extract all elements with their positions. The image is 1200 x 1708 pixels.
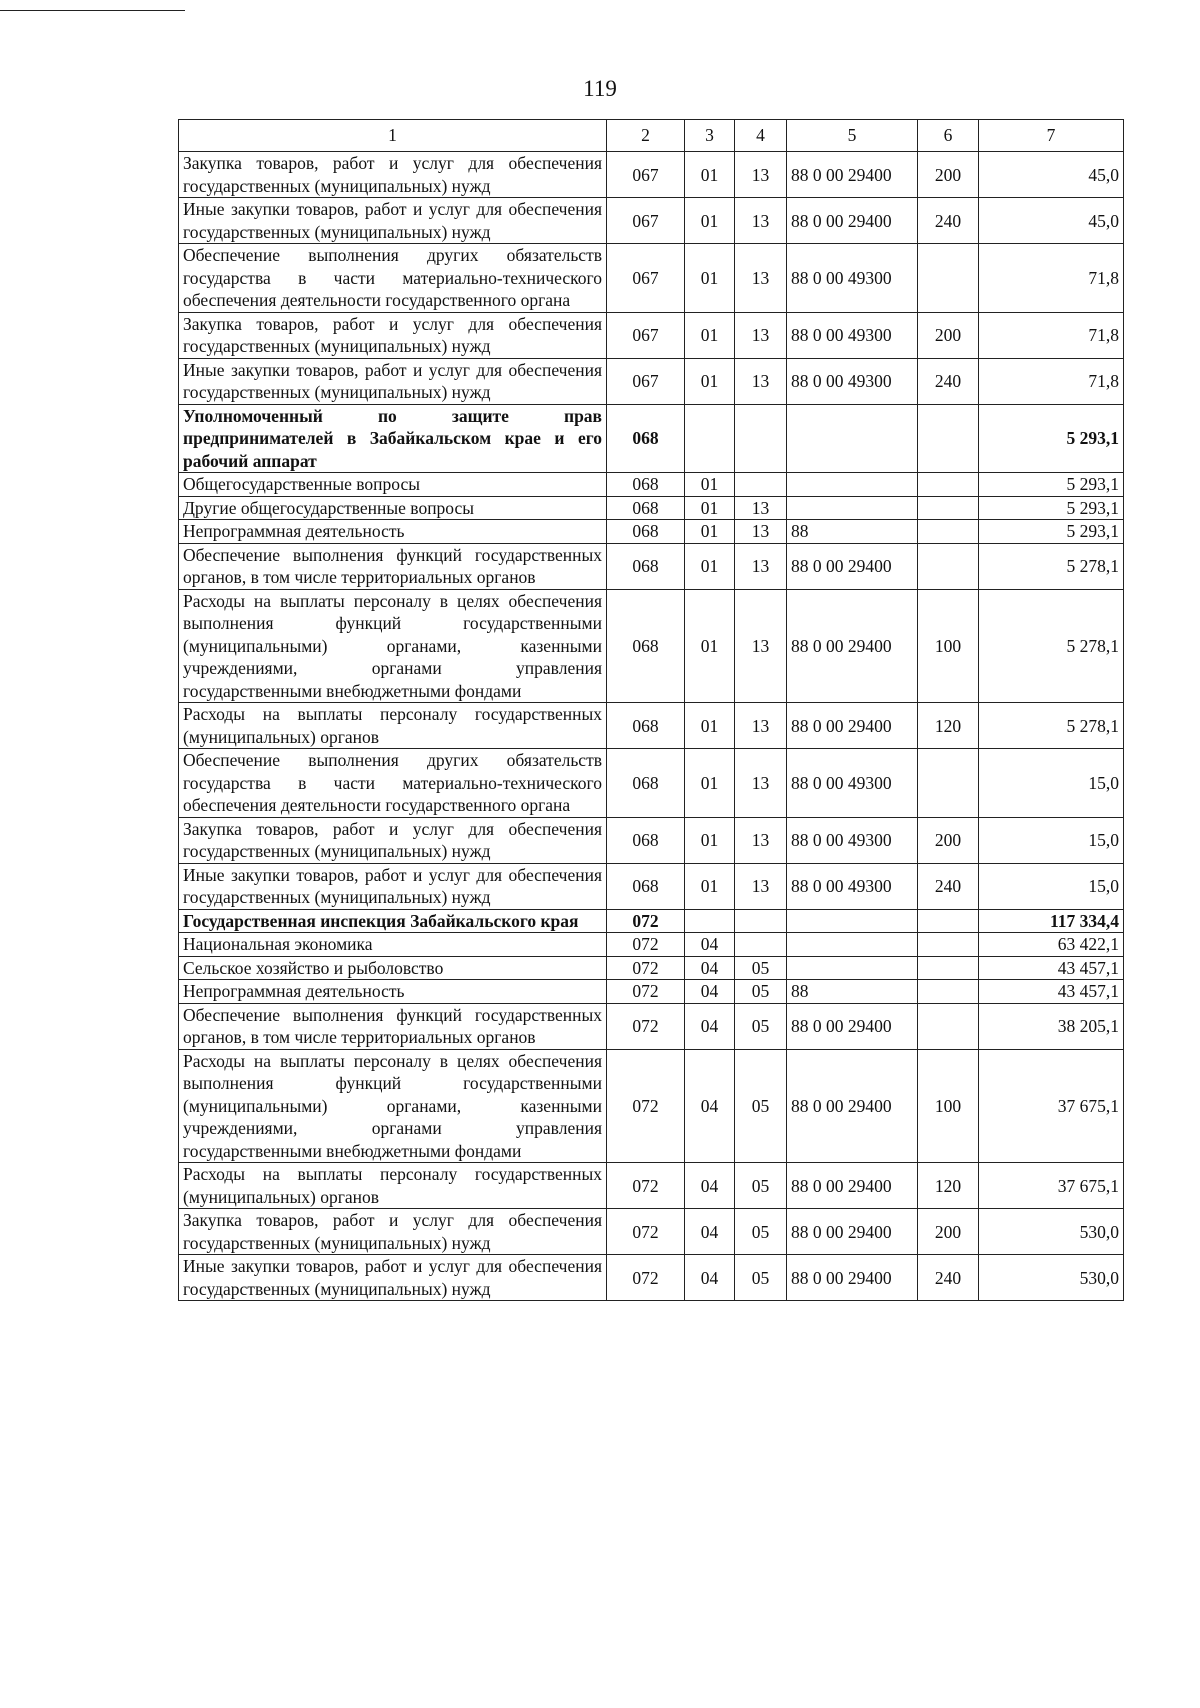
row-code-cell: 072 (607, 1049, 685, 1163)
row-section-cell: 04 (685, 1209, 735, 1255)
row-code-cell: 068 (607, 817, 685, 863)
row-code-cell: 067 (607, 152, 685, 198)
table-row (179, 933, 1124, 957)
row-subsection-cell (735, 933, 787, 957)
row-expense-type-cell (918, 404, 979, 473)
row-amount-cell: 71,8 (979, 244, 1124, 313)
row-expense-type-cell (918, 244, 979, 313)
row-name-cell: Иные закупки товаров, работ и услуг для обеспечения государственных (муниципальных) нужд (179, 1255, 607, 1301)
row-section-cell: 04 (685, 1163, 735, 1209)
row-name-cell: Сельское хозяйство и рыболовство (179, 956, 607, 980)
table-row (179, 198, 1124, 244)
row-subsection-cell: 13 (735, 817, 787, 863)
row-name-cell: Уполномоченный по защите прав предпринимателей в Забайкальском крае и его рабочий аппарат (179, 404, 607, 473)
row-expense-type-cell: 100 (918, 589, 979, 703)
row-target-cell: 88 0 00 49300 (787, 244, 918, 313)
header-cell: 2 (607, 120, 685, 152)
row-expense-type-cell (918, 956, 979, 980)
row-amount-cell: 117 334,4 (979, 909, 1124, 933)
row-target-cell: 88 0 00 29400 (787, 589, 918, 703)
row-expense-type-cell: 240 (918, 863, 979, 909)
row-target-cell: 88 0 00 29400 (787, 1003, 918, 1049)
row-section-cell: 01 (685, 496, 735, 520)
row-name-cell: Национальная экономика (179, 933, 607, 957)
row-subsection-cell: 05 (735, 980, 787, 1004)
row-subsection-cell: 13 (735, 520, 787, 544)
row-expense-type-cell (918, 980, 979, 1004)
row-name-cell: Иные закупки товаров, работ и услуг для обеспечения государственных (муниципальных) нужд (179, 358, 607, 404)
row-code-cell: 068 (607, 496, 685, 520)
row-amount-cell: 63 422,1 (979, 933, 1124, 957)
row-amount-cell: 15,0 (979, 749, 1124, 818)
row-code-cell: 068 (607, 863, 685, 909)
row-expense-type-cell (918, 543, 979, 589)
row-name-cell: Расходы на выплаты персоналу в целях обеспечения выполнения функций государственными (муниципальными) органами, казенными учреждениями, органами управления государственными внебюджетными фондами (179, 589, 607, 703)
row-expense-type-cell (918, 933, 979, 957)
row-amount-cell: 71,8 (979, 358, 1124, 404)
row-code-cell: 067 (607, 358, 685, 404)
row-subsection-cell: 13 (735, 863, 787, 909)
row-subsection-cell: 13 (735, 152, 787, 198)
row-subsection-cell (735, 473, 787, 497)
row-target-cell: 88 0 00 29400 (787, 1049, 918, 1163)
row-section-cell: 01 (685, 152, 735, 198)
row-code-cell: 072 (607, 1255, 685, 1301)
row-amount-cell: 45,0 (979, 152, 1124, 198)
header-cell: 4 (735, 120, 787, 152)
table-row (179, 520, 1124, 544)
header-cell: 3 (685, 120, 735, 152)
table-row (179, 244, 1124, 313)
row-target-cell: 88 0 00 49300 (787, 312, 918, 358)
row-name-cell: Общегосударственные вопросы (179, 473, 607, 497)
row-expense-type-cell: 240 (918, 358, 979, 404)
row-code-cell: 072 (607, 1209, 685, 1255)
table-row (179, 1003, 1124, 1049)
row-target-cell (787, 404, 918, 473)
budget-table (178, 119, 1124, 1301)
row-section-cell: 01 (685, 703, 735, 749)
row-expense-type-cell (918, 473, 979, 497)
row-code-cell: 072 (607, 956, 685, 980)
header-row (179, 120, 1124, 152)
row-expense-type-cell: 200 (918, 152, 979, 198)
row-section-cell: 04 (685, 980, 735, 1004)
row-section-cell: 01 (685, 543, 735, 589)
table-row (179, 1255, 1124, 1301)
row-subsection-cell: 05 (735, 956, 787, 980)
row-amount-cell: 45,0 (979, 198, 1124, 244)
table-row (179, 980, 1124, 1004)
row-section-cell: 04 (685, 933, 735, 957)
table-row (179, 358, 1124, 404)
table-row (179, 404, 1124, 473)
row-amount-cell: 5 278,1 (979, 703, 1124, 749)
table-row (179, 817, 1124, 863)
row-subsection-cell: 05 (735, 1003, 787, 1049)
row-expense-type-cell (918, 1003, 979, 1049)
row-subsection-cell: 13 (735, 198, 787, 244)
row-target-cell (787, 496, 918, 520)
table-row (179, 1209, 1124, 1255)
row-amount-cell: 5 293,1 (979, 520, 1124, 544)
row-expense-type-cell: 240 (918, 198, 979, 244)
row-code-cell: 068 (607, 520, 685, 544)
row-name-cell: Непрограммная деятельность (179, 520, 607, 544)
row-expense-type-cell: 240 (918, 1255, 979, 1301)
table-row (179, 589, 1124, 703)
row-subsection-cell: 13 (735, 703, 787, 749)
row-amount-cell: 38 205,1 (979, 1003, 1124, 1049)
table-row (179, 956, 1124, 980)
row-code-cell: 067 (607, 312, 685, 358)
row-name-cell: Другие общегосударственные вопросы (179, 496, 607, 520)
row-subsection-cell: 13 (735, 312, 787, 358)
row-section-cell: 04 (685, 1255, 735, 1301)
row-target-cell: 88 0 00 29400 (787, 1163, 918, 1209)
row-expense-type-cell: 120 (918, 1163, 979, 1209)
row-section-cell: 01 (685, 198, 735, 244)
row-subsection-cell: 13 (735, 543, 787, 589)
row-code-cell: 072 (607, 1163, 685, 1209)
row-target-cell: 88 0 00 29400 (787, 152, 918, 198)
row-subsection-cell: 05 (735, 1209, 787, 1255)
header-cell: 7 (979, 120, 1124, 152)
row-expense-type-cell: 100 (918, 1049, 979, 1163)
row-name-cell: Расходы на выплаты персоналу государственных (муниципальных) органов (179, 703, 607, 749)
row-expense-type-cell: 120 (918, 703, 979, 749)
row-amount-cell: 43 457,1 (979, 956, 1124, 980)
row-amount-cell: 43 457,1 (979, 980, 1124, 1004)
row-target-cell (787, 956, 918, 980)
row-name-cell: Закупка товаров, работ и услуг для обеспечения государственных (муниципальных) нужд (179, 817, 607, 863)
row-code-cell: 072 (607, 1003, 685, 1049)
page-number: 119 (583, 76, 617, 101)
row-amount-cell: 5 278,1 (979, 543, 1124, 589)
row-name-cell: Иные закупки товаров, работ и услуг для обеспечения государственных (муниципальных) нужд (179, 198, 607, 244)
row-amount-cell: 71,8 (979, 312, 1124, 358)
row-subsection-cell: 13 (735, 244, 787, 313)
table-row (179, 152, 1124, 198)
row-amount-cell: 15,0 (979, 817, 1124, 863)
table-row (179, 473, 1124, 497)
row-name-cell: Обеспечение выполнения функций государственных органов, в том числе территориальных органов (179, 543, 607, 589)
row-section-cell: 01 (685, 312, 735, 358)
row-code-cell: 068 (607, 703, 685, 749)
row-section-cell: 01 (685, 589, 735, 703)
table-row (179, 863, 1124, 909)
row-name-cell: Непрограммная деятельность (179, 980, 607, 1004)
row-subsection-cell (735, 404, 787, 473)
row-target-cell (787, 473, 918, 497)
row-expense-type-cell (918, 496, 979, 520)
row-amount-cell: 15,0 (979, 863, 1124, 909)
row-target-cell (787, 933, 918, 957)
row-name-cell: Расходы на выплаты персоналу государственных (муниципальных) органов (179, 1163, 607, 1209)
row-section-cell: 01 (685, 244, 735, 313)
table-row (179, 496, 1124, 520)
row-name-cell: Расходы на выплаты персоналу в целях обеспечения выполнения функций государственными (муниципальными) органами, казенными учреждениями, органами управления государственными внебюджетными фондами (179, 1049, 607, 1163)
row-code-cell: 068 (607, 543, 685, 589)
row-subsection-cell: 05 (735, 1163, 787, 1209)
row-amount-cell: 5 293,1 (979, 473, 1124, 497)
row-subsection-cell: 13 (735, 589, 787, 703)
table-row (179, 1049, 1124, 1163)
row-target-cell: 88 0 00 29400 (787, 198, 918, 244)
header-cell: 6 (918, 120, 979, 152)
row-code-cell: 072 (607, 909, 685, 933)
row-amount-cell: 530,0 (979, 1209, 1124, 1255)
row-section-cell: 01 (685, 817, 735, 863)
row-target-cell: 88 0 00 29400 (787, 1255, 918, 1301)
row-target-cell: 88 0 00 29400 (787, 1209, 918, 1255)
top-rule (0, 10, 185, 11)
row-target-cell: 88 0 00 29400 (787, 543, 918, 589)
row-expense-type-cell: 200 (918, 817, 979, 863)
row-target-cell: 88 0 00 49300 (787, 749, 918, 818)
row-expense-type-cell: 200 (918, 1209, 979, 1255)
table-row (179, 312, 1124, 358)
row-subsection-cell: 13 (735, 749, 787, 818)
row-expense-type-cell (918, 520, 979, 544)
row-target-cell: 88 0 00 29400 (787, 703, 918, 749)
row-amount-cell: 5 293,1 (979, 404, 1124, 473)
row-name-cell: Закупка товаров, работ и услуг для обеспечения государственных (муниципальных) нужд (179, 312, 607, 358)
row-expense-type-cell: 200 (918, 312, 979, 358)
table-row (179, 1163, 1124, 1209)
row-name-cell: Государственная инспекция Забайкальского края (179, 909, 607, 933)
row-name-cell: Закупка товаров, работ и услуг для обеспечения государственных (муниципальных) нужд (179, 1209, 607, 1255)
row-amount-cell: 5 293,1 (979, 496, 1124, 520)
row-code-cell: 067 (607, 198, 685, 244)
row-target-cell: 88 0 00 49300 (787, 358, 918, 404)
row-target-cell: 88 0 00 49300 (787, 863, 918, 909)
row-expense-type-cell (918, 909, 979, 933)
row-amount-cell: 5 278,1 (979, 589, 1124, 703)
row-name-cell: Обеспечение выполнения других обязательств государства в части материально-технического обеспечения деятельности государственного органа (179, 749, 607, 818)
row-code-cell: 067 (607, 244, 685, 313)
row-section-cell: 04 (685, 956, 735, 980)
table-row (179, 749, 1124, 818)
row-name-cell: Иные закупки товаров, работ и услуг для обеспечения государственных (муниципальных) нужд (179, 863, 607, 909)
table-row (179, 543, 1124, 589)
row-subsection-cell: 05 (735, 1049, 787, 1163)
row-section-cell: 01 (685, 473, 735, 497)
row-section-cell: 01 (685, 749, 735, 818)
header-cell: 1 (179, 120, 607, 152)
row-section-cell (685, 404, 735, 473)
row-subsection-cell: 13 (735, 496, 787, 520)
row-section-cell: 01 (685, 863, 735, 909)
row-subsection-cell: 05 (735, 1255, 787, 1301)
row-subsection-cell (735, 909, 787, 933)
row-code-cell: 072 (607, 980, 685, 1004)
row-target-cell: 88 (787, 980, 918, 1004)
table-row (179, 703, 1124, 749)
row-name-cell: Закупка товаров, работ и услуг для обеспечения государственных (муниципальных) нужд (179, 152, 607, 198)
row-target-cell (787, 909, 918, 933)
row-section-cell: 04 (685, 1049, 735, 1163)
row-code-cell: 072 (607, 933, 685, 957)
row-subsection-cell: 13 (735, 358, 787, 404)
row-code-cell: 068 (607, 749, 685, 818)
row-expense-type-cell (918, 749, 979, 818)
row-section-cell: 04 (685, 1003, 735, 1049)
row-amount-cell: 37 675,1 (979, 1163, 1124, 1209)
row-code-cell: 068 (607, 589, 685, 703)
row-code-cell: 068 (607, 473, 685, 497)
row-amount-cell: 37 675,1 (979, 1049, 1124, 1163)
row-section-cell: 01 (685, 520, 735, 544)
row-section-cell (685, 909, 735, 933)
row-amount-cell: 530,0 (979, 1255, 1124, 1301)
row-target-cell: 88 (787, 520, 918, 544)
table-row (179, 909, 1124, 933)
header-cell: 5 (787, 120, 918, 152)
row-target-cell: 88 0 00 49300 (787, 817, 918, 863)
row-name-cell: Обеспечение выполнения других обязательств государства в части материально-технического обеспечения деятельности государственного органа (179, 244, 607, 313)
row-section-cell: 01 (685, 358, 735, 404)
row-name-cell: Обеспечение выполнения функций государственных органов, в том числе территориальных органов (179, 1003, 607, 1049)
row-code-cell: 068 (607, 404, 685, 473)
